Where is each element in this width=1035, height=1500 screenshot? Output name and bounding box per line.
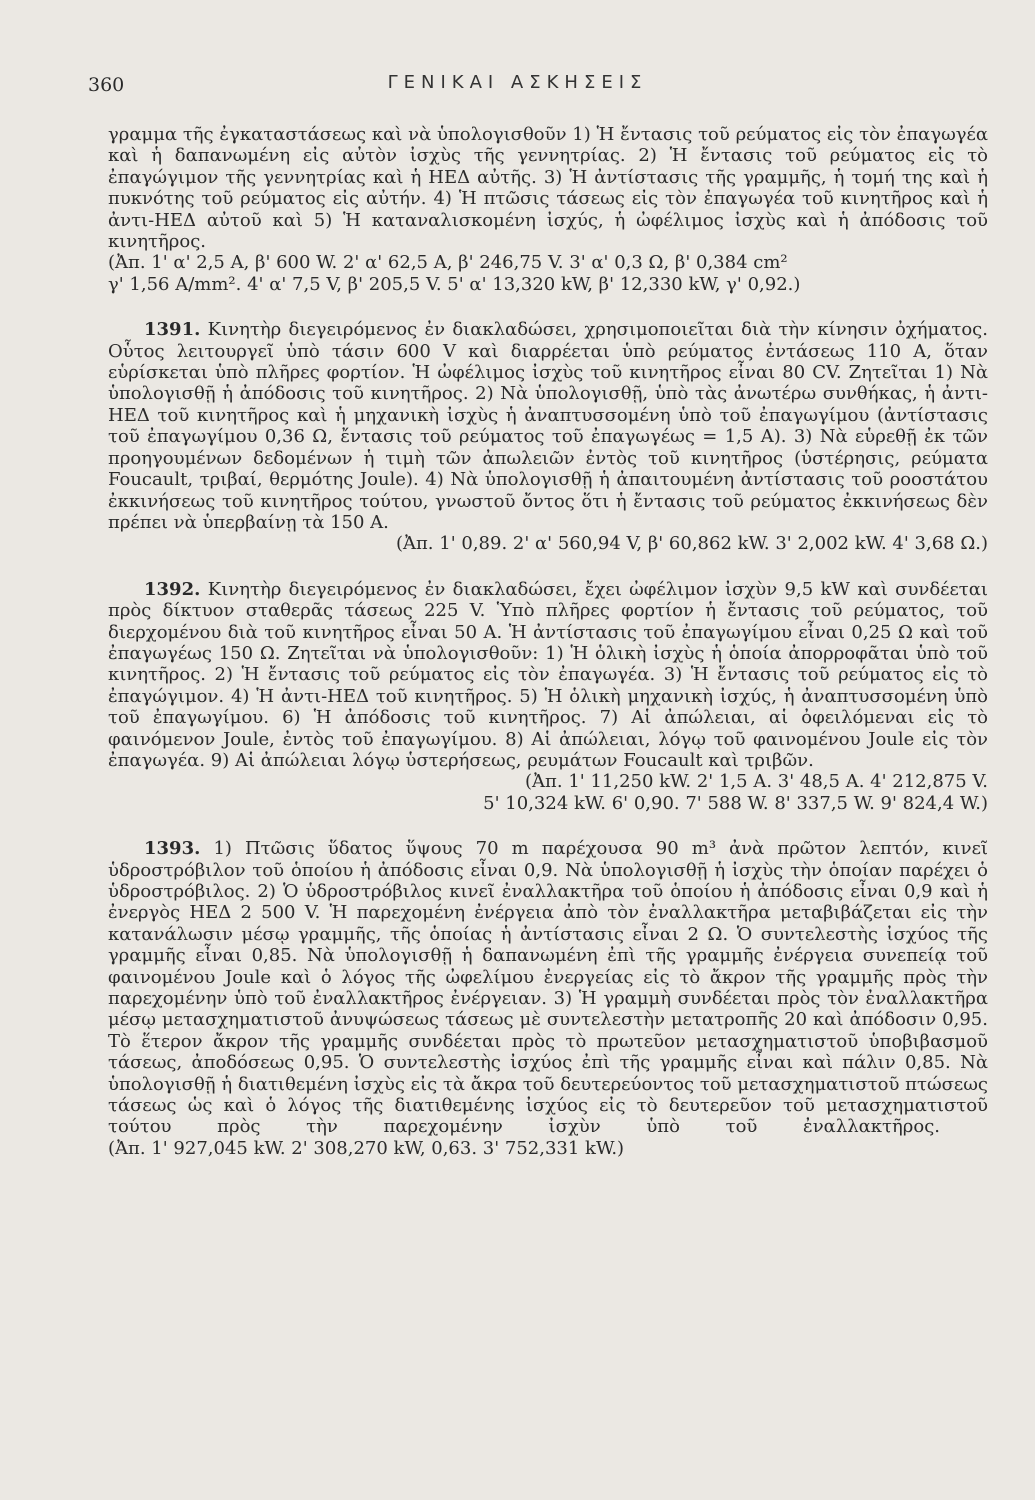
running-title: ΓΕΝΙΚΑΙ ΑΣΚΗΣΕΙΣ bbox=[387, 72, 648, 93]
page-body bbox=[108, 124, 988, 1159]
problem-statement bbox=[108, 319, 988, 533]
problem-text: Κινητὴρ διεγειρόμενος ἐν διακλαδώσει, χρησιμοποιεῖται διὰ τὴν κίνησιν ὀχήματος. Οὗτος λειτουργεῖ ὑπὸ τάσιν 600 V καὶ διαρρέεται ὑπὸ ρεύματος ἐντάσεως 110 Α, ὅταν εὑρίσκεται ὑπὸ πλῆρες φορτίον. Ἡ ὠφέλιμος ἰσχὺς τοῦ κινητῆρος εἶναι 80 CV. Ζητεῖται 1) Νὰ ὑπολογισθῇ ἡ ἀπόδοσις τοῦ κινητῆρος. 2) Νὰ ὑπολογισθῇ, ὑπὸ τὰς ἀνωτέρω συνθήκας, ἡ ἀντι-ΗΕΔ τοῦ κινητῆρος καὶ ἡ μηχανικὴ ἰσχὺς ἡ ἀναπτυσσομένη ὑπὸ τοῦ ἐπαγωγίμου (ἀντίστασις τοῦ ἐπαγωγίμου 0,36 Ω, ἔντασις τοῦ ρεύματος τοῦ ἐπαγωγέως = 1,5 Α). 3) Νὰ εὑρεθῇ ἐκ τῶν προηγουμένων δεδομένων ἡ τιμὴ τῶν ἀπωλειῶν ἐντὸς τοῦ κινητῆρος (ὑστέρησις, ρεύματα Foucault, τριβαί, θερμότης Joule). 4) Νὰ ὑπολογισθῇ ἡ ἀπαιτουμένη ἀντίστασις τοῦ ροοστάτου ἐκκινήσεως τοῦ κινητῆρος τούτου, γνωστοῦ ὄντος ὅτι ἡ ἔντασις τοῦ ρεύματος ἐκκινήσεως δὲν πρέπει νὰ ὑπερβαίνῃ τὰ 150 Α. bbox=[108, 319, 988, 533]
intro-text: γραμμα τῆς ἐγκαταστάσεως καὶ νὰ ὑπολογισθοῦν 1) Ἡ ἔντασις τοῦ ρεύματος εἰς τὸν ἐπαγωγέα καὶ ἡ δαπανωμένη εἰς αὐτὸν ἰσχὺς τῆς γεννητρίας. 2) Ἡ ἔντασις τοῦ ρεύματος εἰς τὸ ἐπαγώγιμον τῆς γεννητρίας καὶ ἡ ΗΕΔ αὐτῆς. 3) Ἡ ἀντίστασις τῆς γραμμῆς, ἡ τομή της καὶ ἡ πυκνότης τοῦ ρεύματος εἰς αὐτήν. 4) Ἡ πτῶσις τάσεως εἰς τὸν ἐπαγωγέα τοῦ κινητῆρος καὶ ἡ ἀντι-ΗΕΔ αὐτοῦ καὶ 5) Ἡ καταναλισκομένη ἰσχύς, ἡ ὠφέλιμος ἰσχὺς καὶ ἡ ἀπόδοσις τοῦ κινητῆρος. bbox=[108, 124, 988, 253]
problem-text: Κινητὴρ διεγειρόμενος ἐν διακλαδώσει, ἔχει ὠφέλιμον ἰσχὺν 9,5 kW καὶ συνδέεται πρὸς δίκτυον σταθερᾶς τάσεως 225 V. Ὑπὸ πλῆρες φορτίον ἡ ἔντασις τοῦ ρεύματος, τοῦ διερχομένου διὰ τοῦ κινητῆρος εἶναι 50 Α. Ἡ ἀντίστασις τοῦ ἐπαγωγίμου εἶναι 0,25 Ω καὶ τοῦ ἐπαγωγέως 150 Ω. Ζητεῖται νὰ ὑπολογισθοῦν: 1) Ἡ ὁλικὴ ἰσχὺς ἡ ὁποία ἀπορροφᾶται ὑπὸ τοῦ κινητῆρος. 2) Ἡ ἔντασις τοῦ ρεύματος εἰς τὸν ἐπαγωγέα. 3) Ἡ ἔντασις τοῦ ρεύματος εἰς τὸ ἐπαγώγιμον. 4) Ἡ ἀντι-ΗΕΔ τοῦ κινητῆρος. 5) Ἡ ὁλικὴ μηχανικὴ ἰσχύς, ἡ ἀναπτυσσομένη ὑπὸ τοῦ ἐπαγωγίμου. 6) Ἡ ἀπόδοσις τοῦ κινητῆρος. 7) Αἱ ἀπώλειαι, αἱ ὀφειλόμεναι εἰς τὸ φαινόμενον Joule, ἐντὸς τοῦ ἐπαγωγίμου. 8) Αἱ ἀπώλειαι, λόγῳ τοῦ φαινομένου Joule εἰς τὸν ἐπαγωγέα. 9) Αἱ ἀπώλειαι λόγῳ ὑστερήσεως, ρευμάτων Foucault καὶ τριβῶν. bbox=[108, 578, 988, 771]
problem-answer bbox=[108, 533, 988, 554]
problem-1391 bbox=[108, 319, 988, 554]
problem-1393 bbox=[108, 838, 988, 1159]
problem-answer: (Ἀπ. 1' 927,045 kW. 2' 308,270 kW, 0,63. 3' 752,331 kW.) bbox=[108, 1137, 625, 1159]
problem-text: 1) Πτῶσις ὕδατος ὕψους 70 m παρέχουσα 90 m³ ἀνὰ πρῶτον λεπτόν, κινεῖ ὑδροστρόβιλον τοῦ ὁποίου ἡ ἀπόδοσις εἶναι 0,9. Νὰ ὑπολογισθῇ ἡ ἰσχὺς τὴν ὁποίαν παρέχει ὁ ὑδροστρόβιλος. 2) Ὁ ὑδροστρόβιλος κινεῖ ἐναλλακτῆρα τοῦ ὁποίου ἡ ἀπόδοσις εἶναι 0,9 καὶ ἡ ἐνεργὸς ΗΕΔ 2 500 V. Ἡ παρεχομένη ἐνέργεια ἀπὸ τὸν ἐναλλακτῆρα μεταβιβάζεται εἰς τὴν κατανάλωσιν μέσῳ γραμμῆς, τῆς ὁποίας ἡ ἀντίστασις εἶναι 2 Ω. Ὁ συντελεστὴς ἰσχύος τῆς γραμμῆς εἶναι 0,85. Νὰ ὑπολογισθῇ ἡ δαπανωμένη ἐπὶ τῆς γραμμῆς ἐνέργεια συνεπείᾳ τοῦ φαινομένου Joule καὶ ὁ λόγος τῆς ὠφελίμου ἐνεργείας εἰς τὸ ἄκρον τῆς γραμμῆς πρὸς τὴν παρεχομένην ὑπὸ τοῦ ἐναλλακτῆρος ἐνέργειαν. 3) Ἡ γραμμὴ συνδέεται πρὸς τὸν ἐναλλακτῆρα μέσῳ μετασχηματιστοῦ ἀνυψώσεως τάσεως μὲ συντελεστὴν μετατροπῆς 20 καὶ ἀπόδοσιν 0,95. Τὸ ἕτερον ἄκρον τῆς γραμμῆς συνδέεται πρὸς τὸ πρωτεῦον μετασχηματιστοῦ ὑποβιβασμοῦ τάσεως, ἀποδόσεως 0,95. Ὁ συντελεστὴς ἰσχύος ἐπὶ τῆς γραμμῆς εἶναι καὶ πάλιν 0,85. Νὰ ὑπολογισθῇ ἡ διατιθεμένη ἰσχὺς εἰς τὰ ἄκρα τοῦ δευτερεύοντος τοῦ μετασχηματιστοῦ πτώσεως τάσεως ὡς καὶ ὁ λόγος τῆς διατιθεμένης ἰσχύος εἰς τὸ δευτερεῦον τοῦ μετασχηματιστοῦ τούτου πρὸς τὴν παρεχομένην ἰσχὺν ὑπὸ τοῦ ἐναλλακτῆρος. bbox=[108, 838, 988, 1138]
problem-number: 1391. bbox=[144, 319, 201, 341]
intro-section bbox=[108, 124, 988, 295]
problem-answer bbox=[108, 771, 988, 814]
answer-line: (Ἀπ. 1' 11,250 kW. 2' 1,5 Α. 3' 48,5 Α. 4' 212,875 V. bbox=[525, 771, 988, 793]
problem-number: 1393. bbox=[144, 838, 201, 860]
answer-line: (Ἀπ. 1' 0,89. 2' α' 560,94 V, β' 60,862 kW. 3' 2,002 kW. 4' 3,68 Ω.) bbox=[395, 533, 988, 555]
page-header bbox=[0, 68, 1035, 98]
problem-statement bbox=[108, 838, 988, 1159]
intro-answer-line-1: (Ἀπ. 1' α' 2,5 Α, β' 600 W. 2' α' 62,5 Α, β' 246,75 V. 3' α' 0,3 Ω, β' 0,384 cm² bbox=[108, 252, 788, 274]
problem-1392 bbox=[108, 579, 988, 814]
answer-line: 5' 10,324 kW. 6' 0,90. 7' 588 W. 8' 337,5 W. 9' 824,4 W.) bbox=[483, 792, 988, 814]
problem-statement bbox=[108, 579, 988, 772]
page-number: 360 bbox=[88, 74, 125, 96]
intro-answer-line-2: γ' 1,56 A/mm². 4' α' 7,5 V, β' 205,5 V. 5' α' 13,320 kW, β' 12,330 kW, γ' 0,92.) bbox=[108, 273, 801, 295]
problem-number: 1392. bbox=[144, 578, 201, 600]
